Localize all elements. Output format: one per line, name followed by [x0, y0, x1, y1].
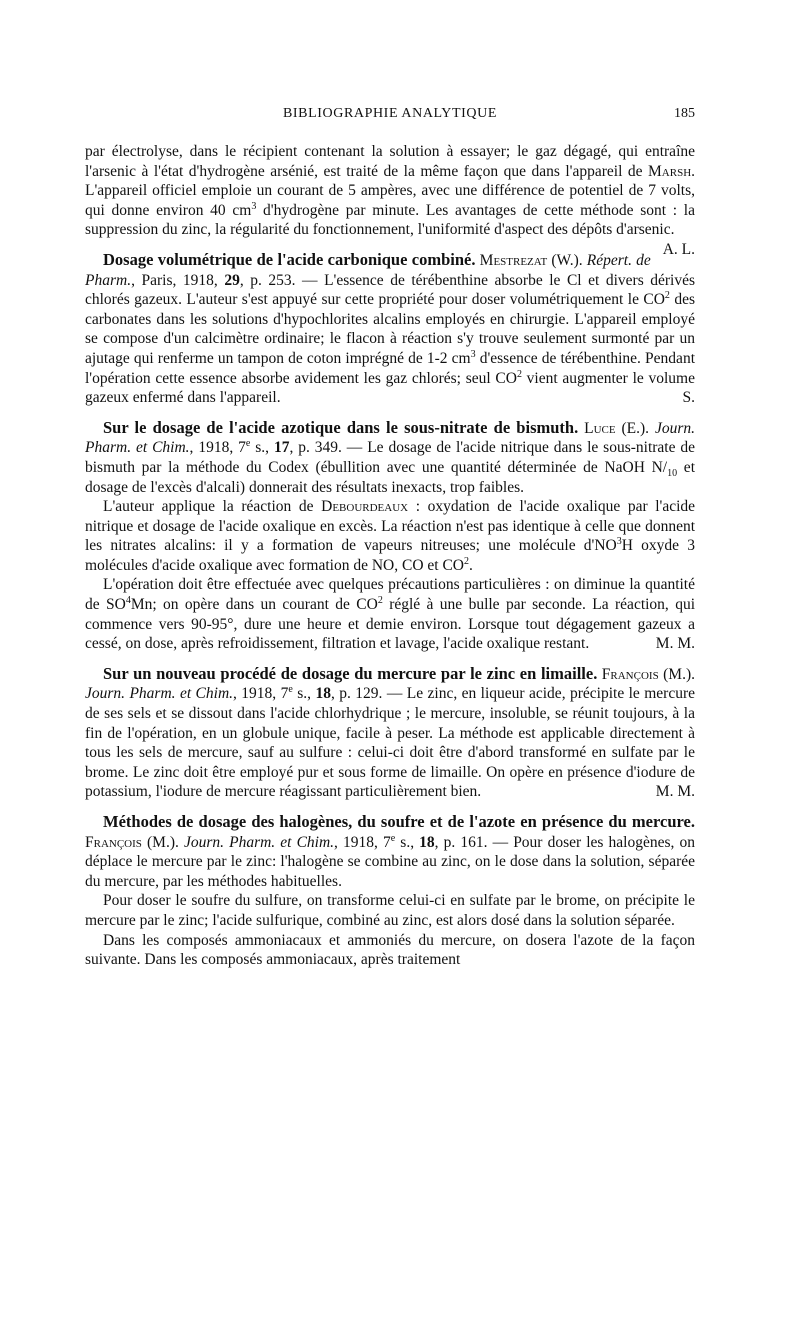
- page-header: [85, 106, 695, 128]
- article-text: .: [468, 556, 473, 574]
- page-body: [85, 142, 695, 970]
- intro-paragraph: [85, 142, 696, 258]
- superscript: 3: [251, 200, 257, 212]
- reference: , 1918, 7: [233, 685, 289, 703]
- article-text: Le dosage de l'acide nitrique dans le sous-nitrate de bismuth par la méthode du Codex (ébullition avec une quantité déterminée de NaOH N/: [85, 439, 696, 476]
- reference: s.,: [395, 833, 420, 851]
- superscript: e: [288, 684, 293, 696]
- journal-name: Journ. Pharm. et Chim.: [183, 833, 335, 851]
- volume-number: 29: [224, 271, 240, 289]
- article-carbonique: [85, 250, 695, 408]
- superscript: e: [245, 438, 251, 450]
- article-text: d'essence de térébenthine. Pendant l'opération cette essence absorbe avidement les gaz chlorés; seul CO: [85, 349, 695, 387]
- subscript: 10: [667, 468, 678, 479]
- article-title: Sur le dosage de l'acide azotique dans le sous-nitrate de bismuth.: [103, 417, 579, 437]
- author-debourdeaux: Debourdeaux: [321, 498, 409, 516]
- reference-page: , p. 349. —: [289, 439, 368, 457]
- reference: , Paris, 1918,: [131, 271, 225, 289]
- journal-name: Répert. de Pharm.: [85, 251, 651, 289]
- author-initial: (E.).: [615, 419, 650, 437]
- superscript: 2: [377, 594, 383, 606]
- article-text: : oxydation de l'acide oxalique par l'acide nitrique et dosage de l'acide oxalique en excès. La réaction n'est pas identique à celle que donnent les nitrates alcalins: il y a formation de vapeurs nitreuses; une molécule d'NO: [85, 498, 696, 555]
- article-author: François: [601, 665, 659, 683]
- article-azotique: [85, 418, 695, 497]
- journal-name: Journ. Pharm. et Chim.: [85, 685, 234, 703]
- author-initial: (M.).: [141, 833, 179, 851]
- running-title: BIBLIOGRAPHIE ANALYTIQUE: [282, 106, 498, 121]
- article-author: Mestrezat: [479, 251, 548, 269]
- intro-text: . L'appareil officiel emploie un courant de 5 ampères, avec une différence de potentiel de 7 volts, qui donne environ 40 cm: [85, 162, 696, 219]
- reference: , 1918, 7: [334, 833, 391, 851]
- article-text: L'auteur applique la réaction de: [103, 498, 314, 516]
- intro-text: d'hydrogène par minute. Les avantages de cette méthode sont : la suppression du zinc, la régularité du fonctionnement, l'uniformité d'aspect des dépôts d'arsenic.: [85, 201, 695, 239]
- article-halogenes-p2: Pour doser le soufre du sulfure, on transforme celui-ci en sulfate par le brome, on précipite le mercure par le zinc; l'acide sulfurique, combiné au zinc, est alors dosé dans la solution séparée.: [85, 892, 695, 929]
- journal-name: Journ. Pharm. et Chim.: [85, 419, 696, 457]
- article-title: Méthodes de dosage des halogènes, du soufre et de l'azote en présence du mercure.: [103, 812, 695, 831]
- article-text: Mn; on opère dans un courant de CO: [130, 596, 378, 614]
- article-text: L'opération doit être effectuée avec quelques précautions particulières : on diminue la quantité de SO: [85, 576, 695, 614]
- volume-number: 18: [315, 685, 331, 703]
- reference-page: , p. 129. —: [330, 685, 407, 703]
- article-azotique-p3: [85, 575, 695, 653]
- article-title: Sur un nouveau procédé de dosage du mercure par le zinc en limaille.: [103, 663, 598, 683]
- article-halogenes: [85, 812, 695, 891]
- article-text: H oxyde 3 molécules d'acide oxalique avec formation de NO, CO et CO: [85, 537, 695, 574]
- signature: M. M.: [655, 635, 695, 653]
- reference: s.,: [250, 439, 274, 457]
- article-text: L'essence de térébenthine absorbe le Cl et divers dérivés chlorés gazeux. L'auteur s'est appuyé sur cette propriété pour doser volumétriquement le CO: [85, 271, 696, 309]
- signature: M. M.: [655, 783, 695, 801]
- superscript: 3: [616, 536, 622, 548]
- volume-number: 17: [273, 439, 290, 457]
- article-mercure-zinc: [85, 664, 695, 802]
- author-marsh: Marsh: [648, 162, 692, 180]
- volume-number: 18: [419, 833, 435, 851]
- superscript: 3: [470, 348, 476, 360]
- page-number: 185: [674, 106, 695, 121]
- reference-page: , p. 161. —: [434, 833, 514, 851]
- article-text: des carbonates dans les solutions d'hypochlorites alcalins employés en chirurgie. L'appareil employé se compose d'un calcimètre ordinaire; le flacon à réaction s'y trouve seulement surmonté par un ajutage qui renferme un tampon de coton imprégné de 1-2 cm: [85, 291, 695, 367]
- intro-text: par électrolyse, dans le récipient contenant la solution à essayer; le gaz dégagé, qui entraîne l'arsenic à l'état d'hydrogène arsénié, est traité de la même façon que dans l'appareil de: [85, 143, 695, 180]
- article-title: Dosage volumétrique de l'acide carbonique combiné.: [103, 249, 476, 269]
- signature: A. L.: [662, 240, 695, 258]
- article-halogenes-p3: Dans les composés ammoniacaux et ammoniés du mercure, on dosera l'azote de la façon suivante. Dans les composés ammoniacaux, après traitement: [85, 931, 695, 969]
- article-text: et dosage de l'excès d'alcali) donnerait des résultats inexacts, trop faibles.: [85, 458, 695, 496]
- author-initial: (M.).: [658, 665, 695, 683]
- article-author: Luce: [584, 419, 616, 437]
- author-initial: (W.).: [547, 251, 583, 269]
- reference-page: , p. 253. —: [239, 271, 325, 289]
- article-author: François: [85, 833, 142, 851]
- superscript: 2: [664, 290, 670, 301]
- article-text: Le zinc, en liqueur acide, précipite le mercure de ses sels et se dissout dans l'acide chlorhydrique ; le mercure, insoluble, se réunit toujours, à la fin de l'opération, en un globule unique, facile à peser. La méthode est applicable directement à tous les sels de mercure, sauf au sulfure : celui-ci doit être d'abord transformé en sulfate par le brome. Le zinc doit être employé pur et sous forme de limaille. On opère en présence d'iodure de potassium, l'iodure de mercure réagissant particulièrement bien.: [85, 685, 695, 801]
- article-text: Pour doser les halogènes, on déplace le mercure par le zinc: l'halogène se combine au zinc, on le dose dans la solution, séparée du mercure, par les méthodes habituelles.: [85, 833, 695, 890]
- article-azotique-p2: [85, 497, 695, 575]
- article-text: réglé à une bulle par seconde. La réaction, qui commence vers 90-95°, dure une heure et demie environ. Lorsque tout dégagement gazeux a cessé, on dose, après refroidissement, filtration et lavage, l'acide oxalique restant.: [85, 596, 695, 653]
- signature: S.: [682, 389, 695, 407]
- reference: , 1918, 7: [189, 439, 246, 457]
- superscript: 2: [463, 555, 469, 567]
- article-text: vient augmenter le volume gazeux enfermé dans l'appareil.: [85, 369, 695, 407]
- superscript: e: [390, 832, 396, 844]
- reference: s.,: [292, 685, 316, 703]
- superscript: 4: [125, 594, 131, 606]
- superscript: 2: [516, 368, 522, 380]
